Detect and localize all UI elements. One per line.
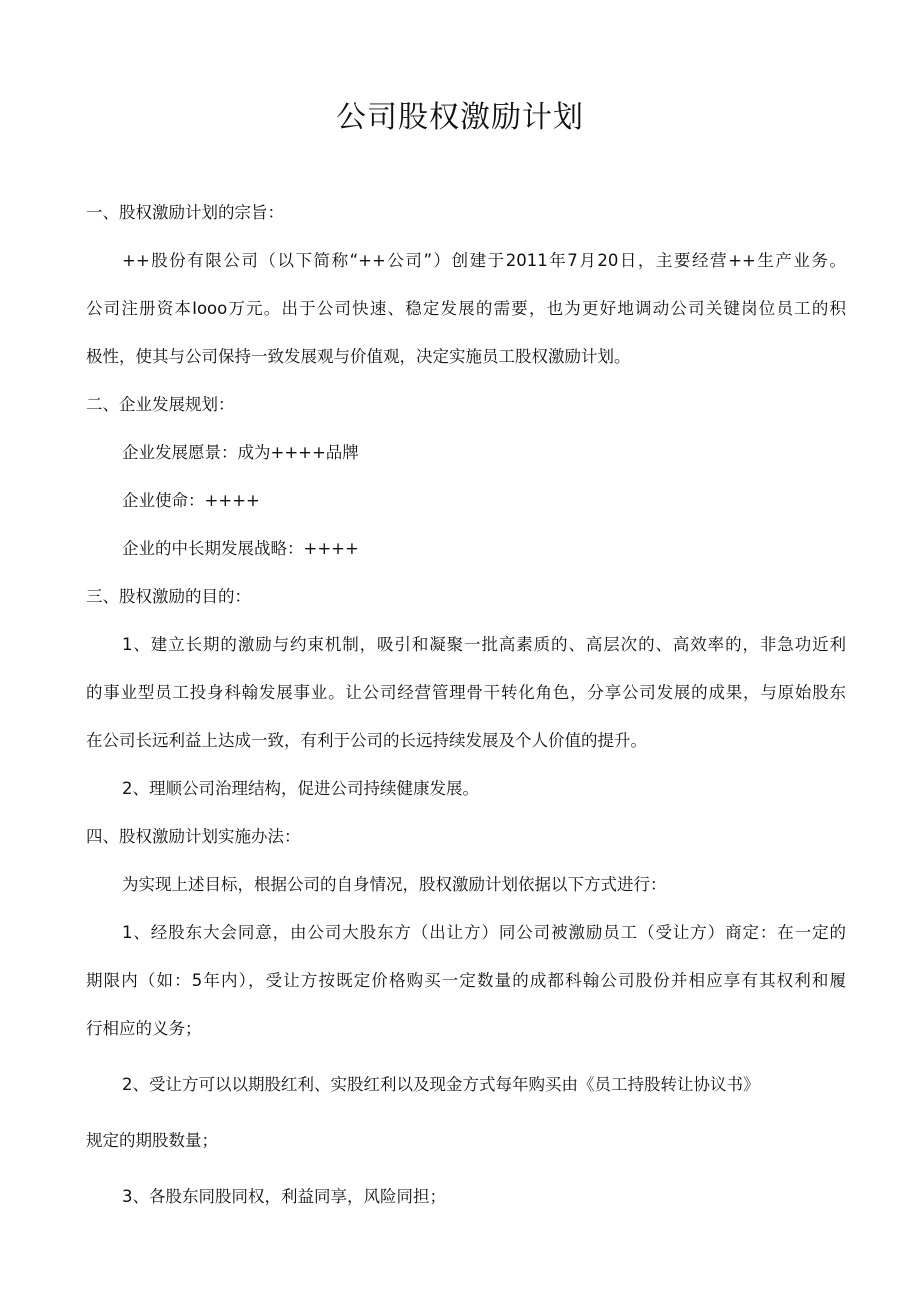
section-heading-2: 二、企业发展规划： [86, 395, 235, 414]
paragraph-line: 为实现上述目标，根据公司的自身情况，股权激励计划依据以下方式进行： [122, 875, 667, 894]
paragraph-line: 规定的期股数量； [86, 1131, 218, 1150]
paragraph-line: 1、建立长期的激励与约束机制，吸引和凝聚一批高素质的、高层次的、高效率的，非急功近利 [122, 635, 846, 654]
paragraph-line: 企业的中长期发展战略：++++ [122, 539, 359, 558]
paragraph-line: 企业使命：++++ [122, 491, 260, 510]
paragraph-line: 极性，使其与公司保持一致发展观与价值观，决定实施员工股权激励计划。 [86, 347, 631, 366]
paragraph-line: 1、经股东大会同意，由公司大股东方（出让方）同公司被激励员工（受让方）商定：在一定的 [122, 923, 846, 942]
section-heading-1: 一、股权激励计划的宗旨： [86, 203, 284, 222]
paragraph-line: ++股份有限公司（以下简称“++公司”）创建于2011年7月20日，主要经营++生产业务。 [122, 251, 846, 270]
paragraph-line: 的事业型员工投身科翰发展事业。让公司经营管理骨干转化角色，分享公司发展的成果，与原始股东 [86, 683, 846, 702]
paragraph-line: 2、受让方可以以期股红利、实股红利以及现金方式每年购买由《员工持股转让协议书》 [122, 1075, 760, 1094]
document-title: 公司股权激励计划 [336, 100, 584, 135]
paragraph-line: 企业发展愿景：成为++++品牌 [122, 443, 359, 462]
paragraph-line: 3、各股东同股同权，利益同享，风险同担； [122, 1187, 446, 1206]
section-heading-4: 四、股权激励计划实施办法： [86, 827, 301, 846]
paragraph-line: 在公司长远利益上达成一致，有利于公司的长远持续发展及个人价值的提升。 [86, 731, 647, 750]
paragraph-line: 行相应的义务； [86, 1019, 202, 1038]
paragraph-line: 2、理顺公司治理结构，促进公司持续健康发展。 [122, 779, 479, 798]
paragraph-line: 公司注册资本Iooo万元。出于公司快速、稳定发展的需要，也为更好地调动公司关键岗位员工的积 [86, 299, 846, 318]
section-heading-3: 三、股权激励的目的： [86, 587, 251, 606]
paragraph-line: 期限内（如：5年内），受让方按既定价格购买一定数量的成都科翰公司股份并相应享有其权利和履 [86, 971, 846, 990]
